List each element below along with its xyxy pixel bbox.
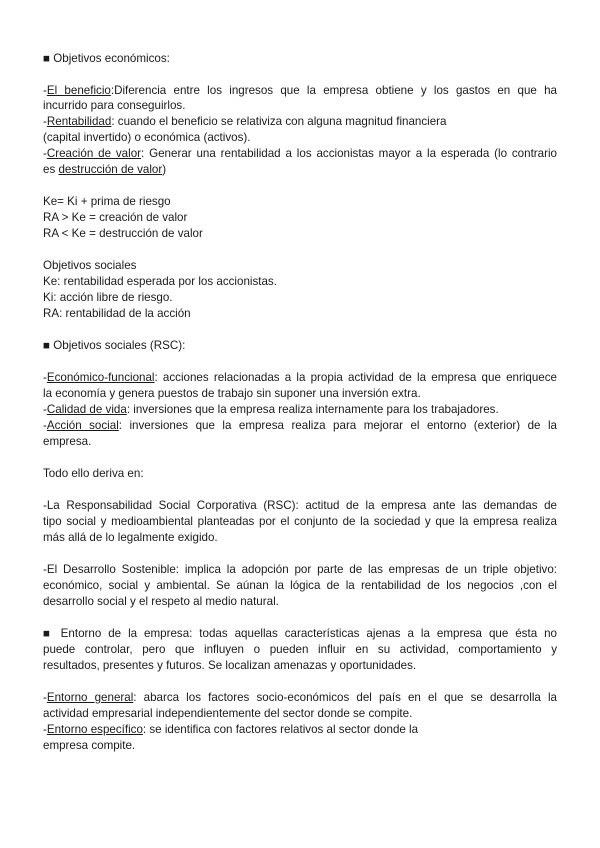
- creacion-line-1: [43, 147, 557, 161]
- rsc-line-3: más allá de lo legalmente exigido.: [43, 531, 218, 544]
- term-entorno-general: Entorno general: [46, 691, 134, 704]
- dash: -: [43, 723, 47, 736]
- especifico-line-2: empresa compite.: [43, 739, 136, 752]
- economico-text: : acciones relacionadas a la propia actividad de la empresa que enriquece: [154, 371, 557, 384]
- term-accion-social: Acción social: [46, 419, 119, 432]
- sostenible-line-3: desarrollo social y el respeto al medio natural.: [43, 595, 279, 608]
- rentabilidad-line-2: (capital invertido) o económica (activos).: [43, 131, 251, 144]
- formula-ke: Ke= Ki + prima de riesgo: [43, 195, 171, 208]
- accion-line-1: [43, 419, 557, 433]
- calidad-text: : inversiones que la empresa realiza internamente para los trabajadores.: [126, 403, 499, 416]
- general-line-1: [43, 691, 557, 705]
- dash: -: [43, 419, 47, 432]
- term-rentabilidad: Rentabilidad: [46, 115, 112, 128]
- accion-line-2: empresa.: [43, 435, 92, 448]
- term-calidad-vida: Calidad de vida: [46, 403, 127, 416]
- social-defs-title: Objetivos sociales: [43, 259, 137, 272]
- entorno-line-1: ■ Entorno de la empresa: todas aquellas características ajenas a la empresa que ésta no: [43, 627, 557, 640]
- term-economico-funcional: Económico-funcional: [46, 371, 155, 384]
- rentabilidad-line-1: [43, 115, 557, 129]
- dash: -: [43, 84, 47, 97]
- dash: -: [43, 403, 47, 416]
- creacion-text: : Generar una rentabilidad a los accionistas mayor a la esperada (lo contrario: [141, 147, 557, 160]
- creacion-line-2: [43, 163, 557, 177]
- def-ke: Ke: rentabilidad esperada por los accionistas.: [43, 275, 277, 288]
- term-entorno-especifico: Entorno específico: [46, 723, 143, 736]
- beneficio-line-1: [43, 84, 557, 98]
- entorno-line-3: resultados, presentes y futuros. Se localizan amenazas y oportunidades.: [43, 659, 417, 672]
- especifico-text: : se identifica con factores relativos al sector donde la: [142, 723, 419, 736]
- def-ra: RA: rentabilidad de la acción: [43, 307, 191, 320]
- general-line-2: actividad empresarial independientemente del sector donde se compite.: [43, 707, 413, 720]
- rsc-line-1: -La Responsabilidad Social Corporativa (RSC): actitud de la empresa ante las demandas de: [43, 499, 557, 512]
- entorno-line-2: puede controlar, pero que influyen o pueden influir en su actividad, comportamiento y: [43, 643, 557, 656]
- dash: -: [43, 691, 47, 704]
- economico-line-1: [43, 371, 557, 385]
- especifico-line-1: [43, 723, 557, 737]
- rsc-line-2: tipo social y medioambiental planteadas por el conjunto de la sociedad y que la empresa realiza: [43, 515, 557, 528]
- general-text: : abarca los factores socio-económicos del país en el que se desarrolla la: [133, 691, 557, 704]
- section-title-rsc: ■ Objetivos sociales (RSC):: [43, 339, 186, 352]
- economico-line-2: la economía y genera puestos de trabajo sin suponer una inversión extra.: [43, 387, 421, 400]
- def-ki: Ki: acción libre de riesgo.: [43, 291, 173, 304]
- beneficio-line-2: incurrido para conseguirlos.: [43, 99, 186, 112]
- formula-creacion: RA > Ke = creación de valor: [43, 211, 188, 224]
- creacion-text-2b: ): [162, 163, 167, 176]
- term-beneficio: El beneficio: [46, 84, 111, 97]
- calidad-line: [43, 403, 557, 417]
- formula-destruccion: RA < Ke = destrucción de valor: [43, 227, 203, 240]
- section-title-economicos: ■ Objetivos económicos:: [43, 52, 170, 65]
- term-creacion-valor: Creación de valor: [46, 147, 142, 160]
- sostenible-line-1: -El Desarrollo Sostenible: implica la adopción por parte de las empresas de un triple objetivo:: [43, 563, 557, 576]
- dash: -: [43, 147, 47, 160]
- deriva-text: Todo ello deriva en:: [43, 467, 144, 480]
- rentabilidad-text: : cuando el beneficio se relativiza con alguna magnitud financiera: [111, 115, 447, 128]
- dash: -: [43, 115, 47, 128]
- beneficio-text: :Diferencia entre los ingresos que la empresa obtiene y los gastos en que ha: [110, 84, 557, 97]
- creacion-text-2a: es: [43, 163, 59, 176]
- dash: -: [43, 371, 47, 384]
- sostenible-line-2: económico, social y ambiental. Se aúnan la lógica de la rentabilidad de los negocios ,con el: [43, 579, 557, 592]
- accion-text: : inversiones que la empresa realiza para mejorar el entorno (exterior) de la: [118, 419, 557, 432]
- term-destruccion-valor: destrucción de valor: [58, 163, 163, 176]
